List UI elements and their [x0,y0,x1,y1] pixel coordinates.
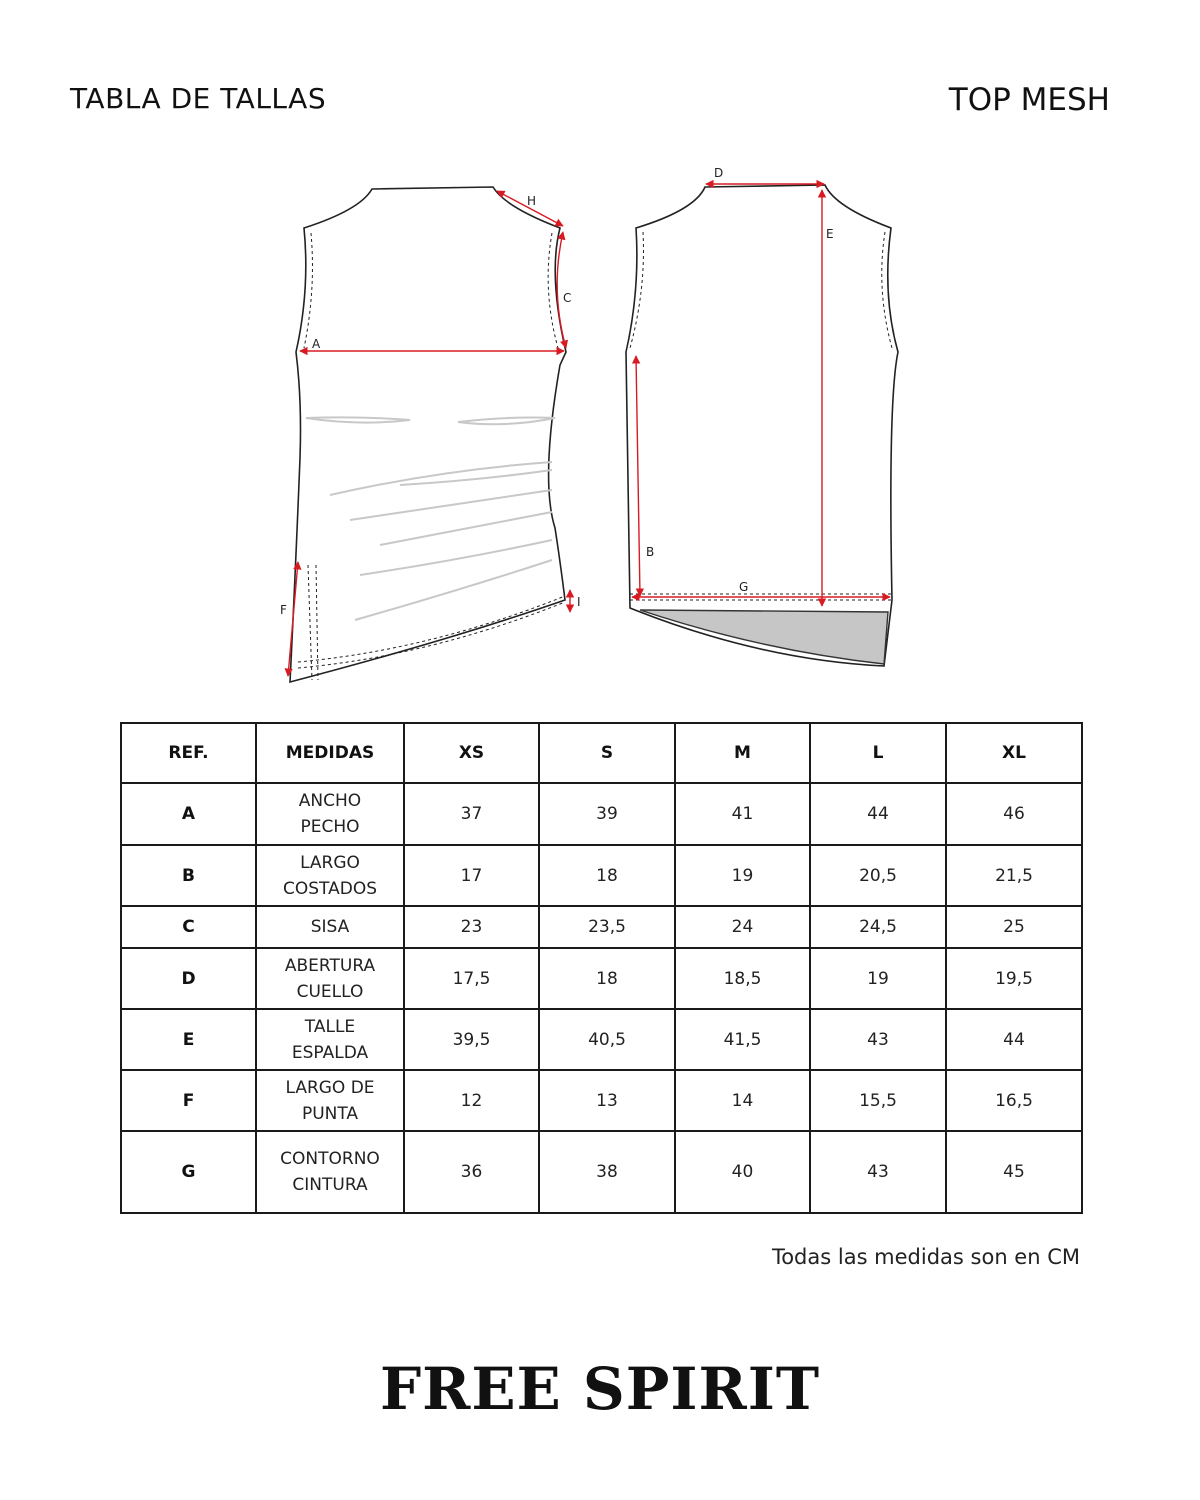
brand-logo: FREE SPIRIT [379,1355,821,1423]
value-xl: 46 [946,783,1082,845]
value-xs: 23 [404,906,539,948]
units-note: Todas las medidas son en CM [771,1245,1080,1269]
value-m: 41,5 [675,1009,810,1070]
row-medida: CONTORNO CINTURA [256,1131,404,1213]
label-h: H [527,194,537,208]
row-ref: D [121,948,256,1009]
value-xl: 45 [946,1131,1082,1213]
row-ref: E [121,1009,256,1070]
table-row [121,783,1082,845]
header-l: L [810,723,946,783]
row-medida: ABERTURA CUELLO [256,948,404,1009]
row-medida: SISA [256,906,404,948]
label-g: G [739,580,749,594]
row-ref: A [121,783,256,845]
header-ref: REF. [121,723,256,783]
value-s: 38 [539,1131,675,1213]
table-row [121,1131,1082,1213]
table-row [121,906,1082,948]
table-row [121,1009,1082,1070]
label-b: B [646,545,655,559]
value-m: 41 [675,783,810,845]
value-xs: 12 [404,1070,539,1131]
header-xs: XS [404,723,539,783]
value-l: 20,5 [810,845,946,906]
label-c: C [563,291,572,305]
value-xs: 39,5 [404,1009,539,1070]
value-xl: 44 [946,1009,1082,1070]
product-name: TOP MESH [948,82,1110,118]
value-l: 19 [810,948,946,1009]
label-d: D [714,166,724,180]
value-l: 15,5 [810,1070,946,1131]
value-m: 19 [675,845,810,906]
value-s: 23,5 [539,906,675,948]
value-xs: 37 [404,783,539,845]
value-m: 24 [675,906,810,948]
table-row [121,1070,1082,1131]
value-m: 14 [675,1070,810,1131]
value-s: 39 [539,783,675,845]
label-f: F [280,603,287,617]
row-medida: TALLE ESPALDA [256,1009,404,1070]
value-l: 43 [810,1131,946,1213]
value-s: 18 [539,948,675,1009]
value-s: 40,5 [539,1009,675,1070]
header-medidas: MEDIDAS [256,723,404,783]
value-xl: 16,5 [946,1070,1082,1131]
garment-diagram [270,160,930,690]
value-l: 43 [810,1009,946,1070]
label-a: A [312,337,321,351]
value-xs: 17 [404,845,539,906]
label-i: I [577,595,581,609]
row-ref: B [121,845,256,906]
size-table [120,722,1083,1214]
header-s: S [539,723,675,783]
table-row [121,845,1082,906]
value-xl: 25 [946,906,1082,948]
value-s: 13 [539,1070,675,1131]
value-xs: 36 [404,1131,539,1213]
front-drape-folds [306,417,555,620]
value-xs: 17,5 [404,948,539,1009]
value-l: 24,5 [810,906,946,948]
row-medida: ANCHO PECHO [256,783,404,845]
back-hem-lining [640,610,888,664]
header-xl: XL [946,723,1082,783]
value-xl: 19,5 [946,948,1082,1009]
back-view [626,185,898,666]
value-s: 18 [539,845,675,906]
value-xl: 21,5 [946,845,1082,906]
row-ref: F [121,1070,256,1131]
value-m: 40 [675,1131,810,1213]
value-l: 44 [810,783,946,845]
row-ref: G [121,1131,256,1213]
value-m: 18,5 [675,948,810,1009]
table-row [121,948,1082,1009]
row-medida: LARGO COSTADOS [256,845,404,906]
table-header-row [121,723,1082,783]
label-e: E [826,227,834,241]
row-ref: C [121,906,256,948]
page-title: TABLA DE TALLAS [70,82,327,115]
front-view [290,187,566,682]
row-medida: LARGO DE PUNTA [256,1070,404,1131]
measurement-arrows [288,184,890,676]
header-m: M [675,723,810,783]
